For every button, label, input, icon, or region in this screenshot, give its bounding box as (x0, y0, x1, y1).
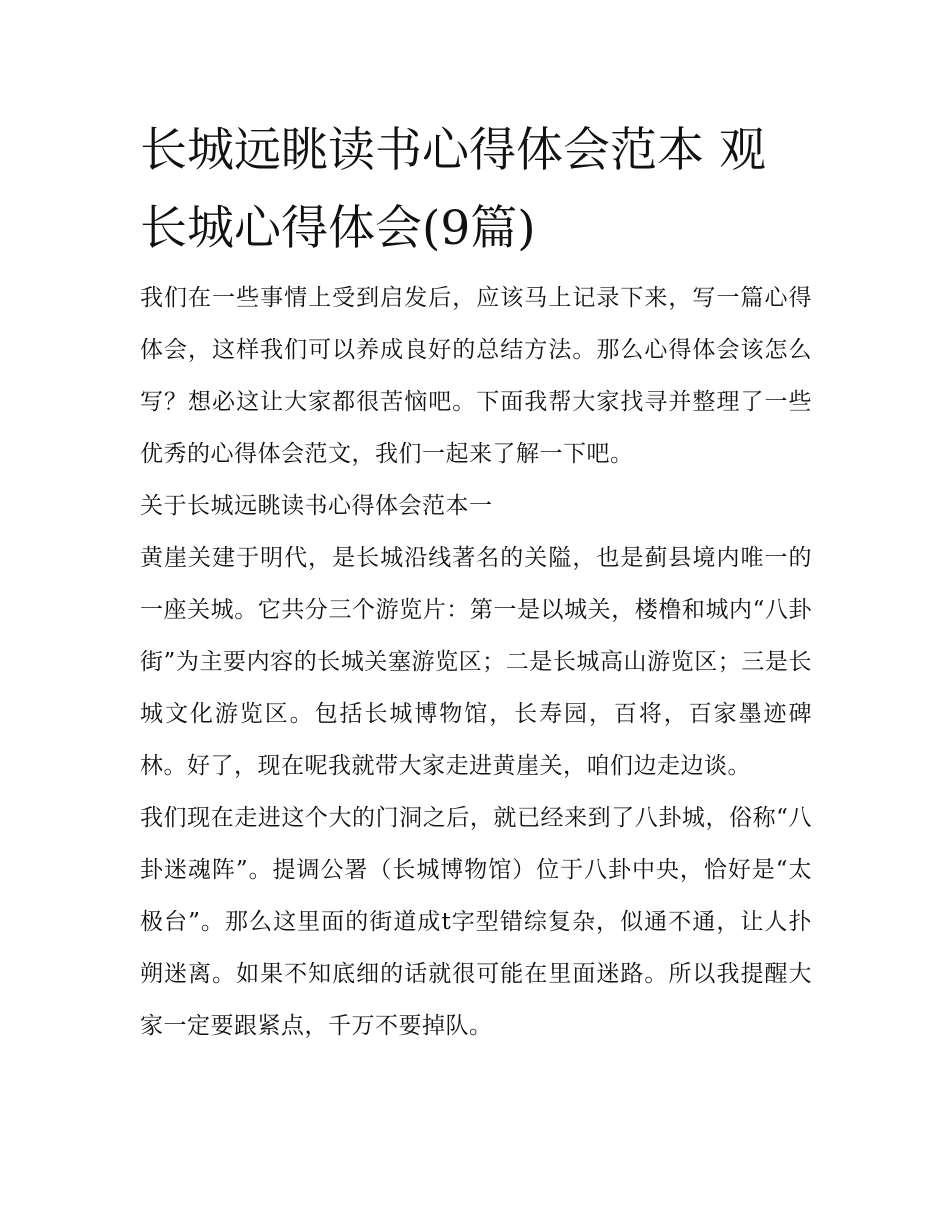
document-title: 长城远眺读书心得体会范本 观长城心得体会(9篇) (140, 123, 766, 256)
body-paragraph-1: 黄崖关建于明代，是长城沿线著名的关隘，也是蓟县境内唯一的一座关城。它共分三个游览片：第一是以城关，楼橹和城内“八卦街”为主要内容的长城关塞游览区；二是长城高山游览区；三是长城文化游览区。包括长城博物馆，长寿园，百将，百家墨迹碑林。好了，现在呢我就带大家走进黄崖关，咱们边走边谈。 (140, 545, 812, 779)
body-paragraph-2: 我们现在走进这个大的门洞之后，就已经来到了八卦城，俗称“八卦迷魂阵”。提调公署（长城博物馆）位于八卦中央，恰好是“太极台”。那么这里面的街道成t字型错综复杂，似通不通，让人扑朔迷离。如果不知底细的话就很可能在里面迷路。所以我提醒大家一定要跟紧点，千万不要掉队。 (140, 805, 812, 1039)
document-page (140, 112, 812, 1052)
section-heading: 关于长城远眺读书心得体会范本一 (140, 493, 493, 519)
intro-paragraph: 我们在一些事情上受到启发后，应该马上记录下来，写一篇心得体会，这样我们可以养成良好的总结方法。那么心得体会该怎么写？想必这让大家都很苦恼吧。下面我帮大家找寻并整理了一些优秀的心得体会范文，我们一起来了解一下吧。 (140, 285, 812, 467)
